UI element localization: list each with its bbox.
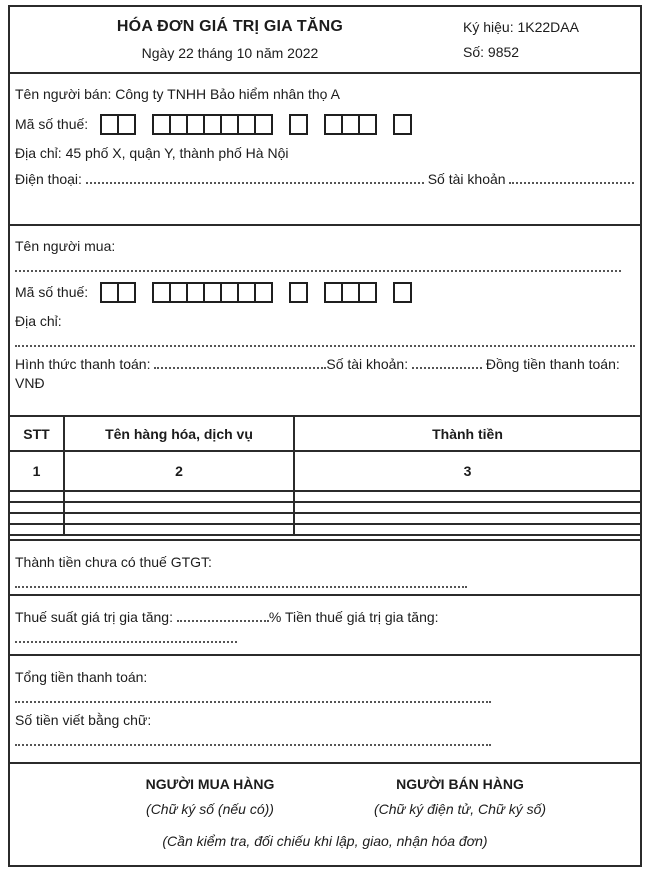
currency-label: Đồng tiền thanh toán: — [485, 356, 620, 372]
invoice-header — [10, 7, 640, 72]
tax-code-box-group — [324, 114, 377, 135]
tax-code-box-group — [393, 282, 412, 303]
seller-address-label: Địa chỉ: — [15, 145, 62, 161]
table-row-empty — [10, 492, 640, 503]
vat-invoice-form — [8, 5, 642, 867]
tax-code-box-group — [393, 114, 412, 135]
number-label: Số: — [463, 44, 485, 60]
tax-code-box-group — [289, 282, 308, 303]
vat-rate-label: Thuế suất giá trị gia tăng: — [15, 609, 173, 625]
vat-section — [10, 594, 640, 654]
table-row-empty — [10, 525, 640, 536]
tax-code-box-group — [100, 282, 136, 303]
vat-amount-label: % Tiền thuế giá trị gia tăng: — [268, 609, 439, 625]
phone-fill-line — [86, 171, 424, 184]
amount-in-words-label: Số tiền viết bằng chữ: — [15, 712, 152, 728]
seller-section — [10, 72, 640, 224]
number-value: 9852 — [487, 44, 520, 60]
serial-value: 1K22DAA — [517, 19, 579, 35]
payment-method-fill-line — [154, 356, 326, 369]
buyer-signature-block — [85, 776, 335, 817]
tax-code-box — [117, 282, 136, 303]
column-index-1: 1 — [32, 463, 41, 479]
buyer-tax-code-label: Mã số thuế: — [15, 284, 89, 300]
seller-tax-code-row — [15, 112, 635, 136]
table-index-row — [10, 452, 640, 492]
column-index-2: 2 — [63, 452, 293, 490]
subtotal-section — [10, 539, 640, 594]
seller-name-label: Tên người bán: — [15, 86, 112, 102]
table-row-empty — [10, 514, 640, 525]
vat-rate-fill-line — [177, 609, 269, 622]
buyer-signature-title: NGƯỜI MUA HÀNG — [145, 776, 275, 792]
table-cell-empty — [63, 492, 293, 501]
tax-code-box — [289, 114, 308, 135]
invoice-title: HÓA ĐƠN GIÁ TRỊ GIA TĂNG — [116, 18, 344, 35]
table-cell-empty — [10, 514, 63, 523]
buyer-name-label: Tên người mua: — [15, 238, 116, 254]
subtotal-label: Thành tiền chưa có thuế GTGT: — [15, 554, 212, 570]
table-cell-empty — [10, 525, 63, 534]
buyer-name-row — [15, 237, 635, 256]
table-cell-empty — [63, 525, 293, 534]
seller-address-value: 45 phố X, quận Y, thành phố Hà Nội — [65, 145, 289, 161]
amount-in-words-fill-line — [15, 737, 491, 746]
buyer-tax-code-row — [15, 280, 635, 304]
buyer-section — [10, 224, 640, 415]
seller-signature-note: (Chữ ký điện tử, Chữ ký số) — [373, 801, 547, 817]
verification-note: (Cần kiểm tra, đối chiếu khi lập, giao, nhận hóa đơn) — [162, 833, 488, 849]
account-fill-line — [509, 171, 634, 184]
total-fill-line — [15, 694, 491, 703]
seller-phone-row — [15, 170, 635, 189]
signature-section — [10, 762, 640, 865]
tax-code-box — [358, 282, 377, 303]
invoice-serial — [463, 19, 635, 35]
tax-code-box — [254, 282, 273, 303]
tax-code-box-group — [100, 114, 136, 135]
column-header-amount: Thành tiền — [293, 417, 640, 450]
buyer-signature-note: (Chữ ký số (nếu có)) — [146, 801, 274, 817]
signature-columns — [15, 776, 635, 817]
seller-address-row — [15, 144, 635, 163]
buyer-address-fill-line — [15, 338, 635, 347]
table-cell-empty — [10, 492, 63, 501]
table-cell-empty — [293, 503, 640, 512]
invoice-meta-block — [445, 7, 635, 72]
column-index-3: 3 — [293, 452, 640, 490]
seller-account-label: Số tài khoản — [427, 171, 506, 187]
seller-name-value: Công ty TNHH Bảo hiểm nhân thọ A — [115, 86, 340, 102]
seller-tax-code-label: Mã số thuế: — [15, 116, 89, 132]
buyer-address-label: Địa chỉ: — [15, 313, 62, 329]
tax-code-box — [289, 282, 308, 303]
table-cell-empty — [63, 514, 293, 523]
invoice-title-block — [15, 7, 445, 72]
table-cell-empty — [293, 492, 640, 501]
invoice-number — [463, 44, 635, 60]
vat-row — [15, 608, 635, 627]
tax-code-box — [358, 114, 377, 135]
seller-name-row — [15, 85, 635, 104]
currency-value: VNĐ — [15, 375, 45, 391]
table-cell-empty — [293, 514, 640, 523]
buyer-name-fill-line — [15, 263, 621, 272]
payment-method-label: Hình thức thanh toán: — [15, 356, 151, 372]
table-cell-empty — [293, 525, 640, 534]
column-header-description: Tên hàng hóa, dịch vụ — [63, 417, 293, 450]
tax-code-box — [117, 114, 136, 135]
table-row-empty — [10, 503, 640, 514]
subtotal-fill-line — [15, 579, 467, 588]
items-table — [10, 415, 640, 539]
payment-row — [15, 355, 635, 393]
tax-code-box — [393, 282, 412, 303]
serial-label: Ký hiệu: — [463, 19, 514, 35]
buyer-address-row — [15, 312, 635, 331]
tax-code-boxes — [100, 114, 412, 135]
seller-phone-label: Điện thoại: — [15, 171, 82, 187]
seller-signature-block — [335, 776, 585, 817]
vat-amount-fill-line — [15, 634, 237, 643]
buyer-account-label: Số tài khoản: — [326, 356, 409, 372]
tax-code-box — [254, 114, 273, 135]
buyer-account-fill-line — [412, 356, 482, 369]
table-cell-empty — [63, 503, 293, 512]
total-section — [10, 654, 640, 762]
table-header-row — [10, 417, 640, 452]
tax-code-box-group — [324, 282, 377, 303]
tax-code-box-group — [152, 114, 273, 135]
tax-code-box — [393, 114, 412, 135]
column-header-stt: STT — [23, 425, 50, 442]
seller-signature-title: NGƯỜI BÁN HÀNG — [396, 776, 524, 792]
invoice-date: Ngày 22 tháng 10 năm 2022 — [141, 45, 319, 61]
total-label: Tổng tiền thanh toán: — [15, 669, 148, 685]
tax-code-box-group — [152, 282, 273, 303]
tax-code-box-group — [289, 114, 308, 135]
table-cell-empty — [10, 503, 63, 512]
tax-code-boxes — [100, 282, 412, 303]
